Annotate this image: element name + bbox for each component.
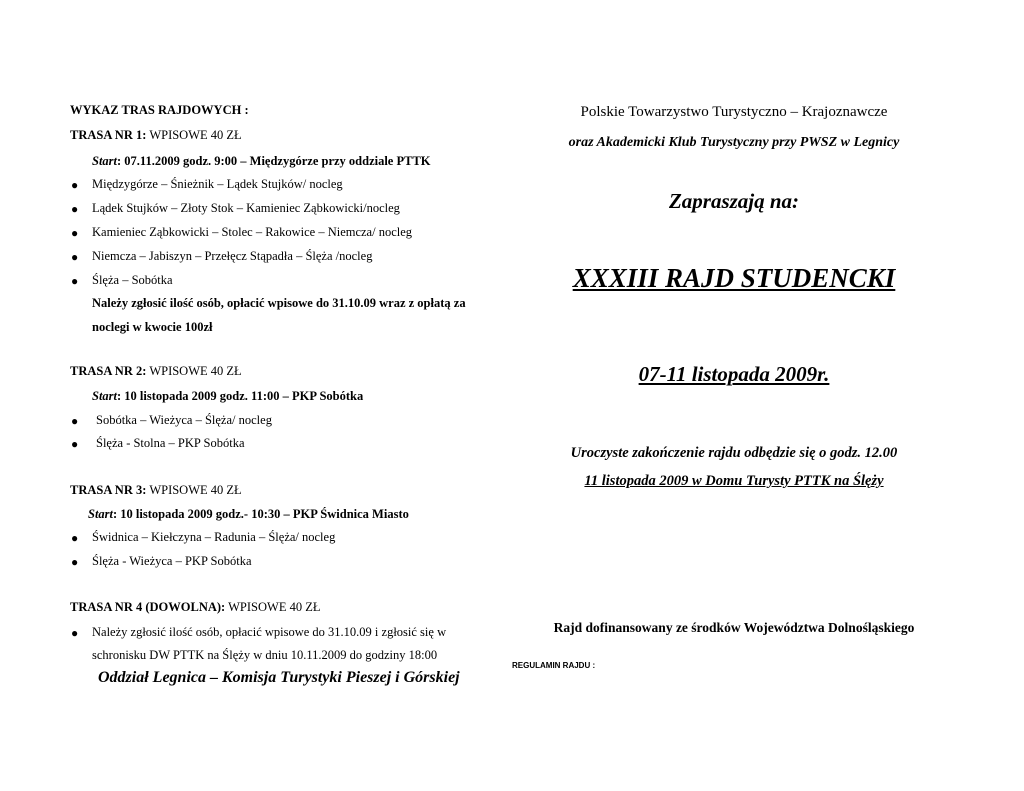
route3-start: [88, 507, 409, 522]
bullet-dot-icon: ●: [71, 626, 79, 640]
route1-start-prefix: Start: [92, 154, 118, 168]
route3-start-prefix: Start: [88, 507, 114, 521]
route1-item: Kamieniec Ząbkowicki – Stolec – Rakowice – Niemcza/ nocleg: [92, 225, 413, 239]
bullet-dot-icon: ●: [71, 531, 79, 545]
left-footer: Oddział Legnica – Komisja Turystyki Pieszej i Górskiej: [98, 669, 460, 686]
bullet-dot-icon: ●: [71, 555, 79, 569]
event-title: XXXIII RAJD STUDENCKI: [572, 263, 896, 293]
route1-fee: WPISOWE 40 ZŁ: [149, 128, 242, 142]
route2-start: [92, 389, 363, 404]
bullet-dot-icon: ●: [71, 250, 79, 264]
invite-text: Zapraszają na:: [668, 189, 800, 213]
route2-item: Sobótka – Wieżyca – Ślęża/ nocleg: [96, 413, 272, 427]
route1-header: [70, 128, 242, 143]
route1-note-line2: noclegi w kwocie 100zł: [92, 320, 213, 334]
closing-line1: Uroczyste zakończenie rajdu odbędzie się o godz. 12.00: [570, 445, 898, 461]
route2-fee: WPISOWE 40 ZŁ: [149, 364, 242, 378]
route1-label: TRASA NR 1:: [70, 128, 147, 142]
bullet-dot-icon: ●: [71, 226, 79, 240]
bullet-dot-icon: ●: [71, 414, 79, 428]
route4-label: TRASA NR 4 (DOWOLNA):: [70, 600, 226, 614]
funding-note: Rajd dofinansowany ze środków Województwa Dolnośląskiego: [553, 620, 915, 635]
route4-fee: WPISOWE 40 ZŁ: [228, 600, 321, 614]
bullet-dot-icon: ●: [71, 202, 79, 216]
route1-item: Niemcza – Jabiszyn – Przełęcz Stąpadła – Ślęża /nocleg: [92, 249, 373, 263]
route1-note-line1: Należy zgłosić ilość osób, opłacić wpisowe do 31.10.09 wraz z opłatą za: [92, 296, 466, 310]
route4-item-line2: schronisku DW PTTK na Ślęży w dniu 10.11.2009 do godziny 18:00: [92, 648, 438, 662]
closing-line2: 11 listopada 2009 w Domu Turysty PTTK na Ślęży: [584, 473, 884, 489]
route1-start-text: : 07.11.2009 godz. 9:00 – Międzygórze przy oddziale PTTK: [117, 154, 431, 168]
route2-start-text: : 10 listopada 2009 godz. 11:00 – PKP Sobótka: [117, 389, 364, 403]
org-line2: oraz Akademicki Klub Turystyczny przy PWSZ w Legnicy: [568, 135, 900, 150]
bullet-dot-icon: ●: [71, 178, 79, 192]
route1-start: [92, 154, 431, 169]
route3-item: Świdnica – Kiełczyna – Radunia – Ślęża/ nocleg: [92, 530, 336, 544]
route2-label: TRASA NR 2:: [70, 364, 147, 378]
route3-item: Ślęża - Wieżyca – PKP Sobótka: [92, 554, 252, 568]
org-line1: Polskie Towarzystwo Turystyczno – Krajoznawcze: [580, 104, 888, 120]
route4-header: [70, 600, 320, 615]
route2-header: [70, 364, 242, 379]
route3-start-text: : 10 listopada 2009 godz.- 10:30 – PKP Świdnica Miasto: [113, 507, 409, 521]
route1-item: Międzygórze – Śnieżnik – Lądek Stujków/ nocleg: [92, 177, 343, 191]
bullet-dot-icon: ●: [71, 437, 79, 451]
route1-item: Ślęża – Sobótka: [92, 273, 173, 287]
route2-start-prefix: Start: [92, 389, 118, 403]
bullet-dot-icon: ●: [71, 274, 79, 288]
regulations-heading: REGULAMIN RAJDU :: [512, 661, 596, 670]
event-dates: 07-11 listopada 2009r.: [638, 362, 830, 386]
route3-header: [70, 483, 242, 498]
route1-item: Lądek Stujków – Złoty Stok – Kamieniec Ząbkowicki/nocleg: [92, 201, 400, 215]
route4-item-line1: Należy zgłosić ilość osób, opłacić wpisowe do 31.10.09 i zgłosić się w: [92, 625, 447, 639]
routes-heading: WYKAZ TRAS RAJDOWYCH :: [70, 103, 249, 117]
route3-fee: WPISOWE 40 ZŁ: [149, 483, 242, 497]
route2-item: Ślęża - Stolna – PKP Sobótka: [96, 436, 245, 450]
route3-label: TRASA NR 3:: [70, 483, 147, 497]
